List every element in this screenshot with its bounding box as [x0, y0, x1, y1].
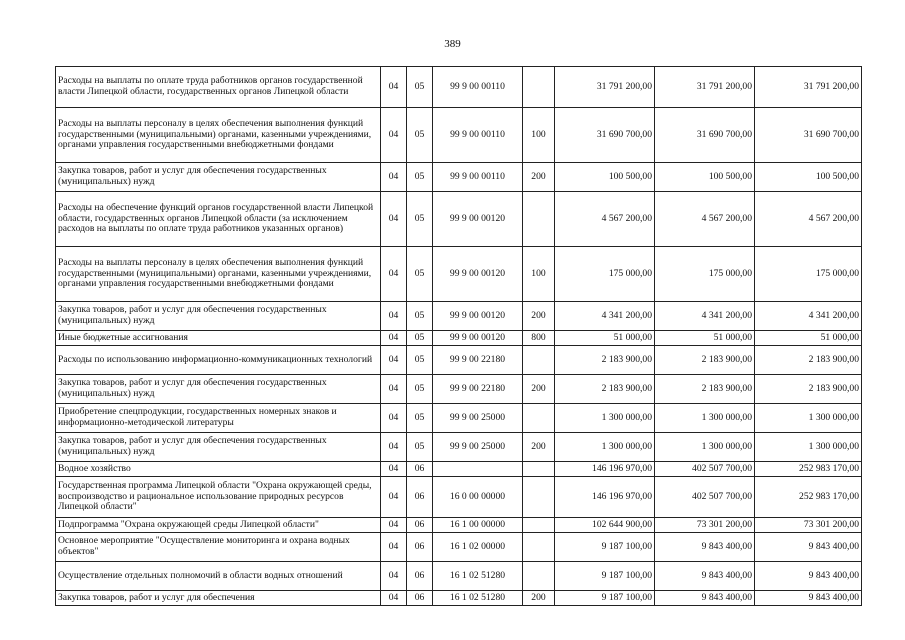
amount-year-3: 175 000,00 — [755, 247, 862, 302]
target-code: 99 9 00 00120 — [433, 302, 523, 331]
amount-year-2: 31 690 700,00 — [655, 108, 755, 163]
table-row — [56, 462, 862, 477]
expense-type-code — [523, 477, 555, 518]
row-name: Закупка товаров, работ и услуг для обеспечения государственных (муниципальных) нужд — [56, 433, 381, 462]
row-name: Осуществление отдельных полномочий в области водных отношений — [56, 562, 381, 591]
target-code: 99 9 00 25000 — [433, 433, 523, 462]
row-name: Расходы на выплаты персоналу в целях обеспечения выполнения функций государственными (муниципальными) органами, казенными учреждениями, органами управления государственными внебюджетными фондами — [56, 108, 381, 163]
table-row — [56, 518, 862, 533]
row-name: Закупка товаров, работ и услуг для обеспечения государственных (муниципальных) нужд — [56, 163, 381, 192]
amount-year-2: 1 300 000,00 — [655, 433, 755, 462]
amount-year-2: 1 300 000,00 — [655, 404, 755, 433]
expense-type-code — [523, 346, 555, 375]
amount-year-2: 2 183 900,00 — [655, 346, 755, 375]
amount-year-2: 100 500,00 — [655, 163, 755, 192]
expense-type-code — [523, 533, 555, 562]
row-name: Основное мероприятие "Осуществление мониторинга и охрана водных объектов" — [56, 533, 381, 562]
expense-type-code: 200 — [523, 591, 555, 606]
amount-year-2: 9 843 400,00 — [655, 591, 755, 606]
table-row — [56, 346, 862, 375]
amount-year-3: 4 567 200,00 — [755, 192, 862, 247]
target-code: 99 9 00 22180 — [433, 375, 523, 404]
amount-year-1: 4 341 200,00 — [555, 302, 655, 331]
expense-type-code: 200 — [523, 375, 555, 404]
amount-year-2: 402 507 700,00 — [655, 477, 755, 518]
amount-year-1: 9 187 100,00 — [555, 562, 655, 591]
ministry-code: 04 — [381, 108, 407, 163]
row-name: Подпрограмма "Охрана окружающей среды Липецкой области" — [56, 518, 381, 533]
expense-type-code: 200 — [523, 163, 555, 192]
target-code: 16 0 00 00000 — [433, 477, 523, 518]
target-code: 99 9 00 00120 — [433, 331, 523, 346]
amount-year-1: 102 644 900,00 — [555, 518, 655, 533]
ministry-code: 04 — [381, 163, 407, 192]
page-number: 389 — [444, 38, 461, 50]
table-row — [56, 331, 862, 346]
amount-year-1: 9 187 100,00 — [555, 533, 655, 562]
ministry-code: 04 — [381, 533, 407, 562]
section-code: 05 — [407, 192, 433, 247]
amount-year-1: 31 690 700,00 — [555, 108, 655, 163]
budget-table-body — [56, 67, 862, 606]
amount-year-2: 4 341 200,00 — [655, 302, 755, 331]
row-name: Закупка товаров, работ и услуг для обеспечения государственных (муниципальных) нужд — [56, 375, 381, 404]
amount-year-2: 51 000,00 — [655, 331, 755, 346]
amount-year-2: 9 843 400,00 — [655, 533, 755, 562]
target-code: 16 1 02 00000 — [433, 533, 523, 562]
section-code: 05 — [407, 247, 433, 302]
target-code: 99 9 00 00110 — [433, 108, 523, 163]
amount-year-3: 1 300 000,00 — [755, 433, 862, 462]
section-code: 05 — [407, 433, 433, 462]
table-row — [56, 477, 862, 518]
row-name: Закупка товаров, работ и услуг для обеспечения — [56, 591, 381, 606]
section-code: 05 — [407, 346, 433, 375]
amount-year-3: 2 183 900,00 — [755, 375, 862, 404]
expense-type-code — [523, 192, 555, 247]
table-row — [56, 375, 862, 404]
budget-table — [55, 66, 862, 606]
table-row — [56, 404, 862, 433]
table-row — [56, 247, 862, 302]
amount-year-2: 31 791 200,00 — [655, 67, 755, 108]
amount-year-2: 175 000,00 — [655, 247, 755, 302]
amount-year-1: 4 567 200,00 — [555, 192, 655, 247]
expense-type-code — [523, 518, 555, 533]
ministry-code: 04 — [381, 562, 407, 591]
expense-type-code: 100 — [523, 108, 555, 163]
amount-year-2: 402 507 700,00 — [655, 462, 755, 477]
table-row — [56, 302, 862, 331]
expense-type-code — [523, 462, 555, 477]
ministry-code: 04 — [381, 518, 407, 533]
target-code: 99 9 00 00110 — [433, 67, 523, 108]
amount-year-1: 175 000,00 — [555, 247, 655, 302]
section-code: 06 — [407, 462, 433, 477]
table-row — [56, 433, 862, 462]
target-code — [433, 462, 523, 477]
row-name: Иные бюджетные ассигнования — [56, 331, 381, 346]
amount-year-3: 31 791 200,00 — [755, 67, 862, 108]
amount-year-1: 2 183 900,00 — [555, 346, 655, 375]
section-code: 06 — [407, 591, 433, 606]
expense-type-code: 100 — [523, 247, 555, 302]
row-name: Закупка товаров, работ и услуг для обеспечения государственных (муниципальных) нужд — [56, 302, 381, 331]
ministry-code: 04 — [381, 192, 407, 247]
amount-year-1: 100 500,00 — [555, 163, 655, 192]
amount-year-3: 31 690 700,00 — [755, 108, 862, 163]
amount-year-3: 252 983 170,00 — [755, 462, 862, 477]
amount-year-1: 2 183 900,00 — [555, 375, 655, 404]
section-code: 05 — [407, 108, 433, 163]
section-code: 05 — [407, 163, 433, 192]
ministry-code: 04 — [381, 346, 407, 375]
ministry-code: 04 — [381, 404, 407, 433]
ministry-code: 04 — [381, 302, 407, 331]
row-name: Государственная программа Липецкой области "Охрана окружающей среды, воспроизводство и рациональное использование природных ресурсов Липецкой области" — [56, 477, 381, 518]
expense-type-code: 200 — [523, 302, 555, 331]
table-row — [56, 562, 862, 591]
ministry-code: 04 — [381, 67, 407, 108]
row-name: Водное хозяйство — [56, 462, 381, 477]
target-code: 99 9 00 22180 — [433, 346, 523, 375]
section-code: 05 — [407, 67, 433, 108]
target-code: 99 9 00 00110 — [433, 163, 523, 192]
amount-year-2: 4 567 200,00 — [655, 192, 755, 247]
amount-year-3: 9 843 400,00 — [755, 562, 862, 591]
expense-type-code — [523, 67, 555, 108]
ministry-code: 04 — [381, 462, 407, 477]
amount-year-3: 73 301 200,00 — [755, 518, 862, 533]
ministry-code: 04 — [381, 591, 407, 606]
amount-year-1: 146 196 970,00 — [555, 477, 655, 518]
target-code: 99 9 00 00120 — [433, 247, 523, 302]
section-code: 06 — [407, 562, 433, 591]
target-code: 99 9 00 00120 — [433, 192, 523, 247]
row-name: Расходы на выплаты персоналу в целях обеспечения выполнения функций государственными (муниципальными) органами, казенными учреждениями, органами управления государственными внебюджетными фондами — [56, 247, 381, 302]
row-name: Расходы на выплаты по оплате труда работников органов государственной власти Липецкой области, государственных органов Липецкой области — [56, 67, 381, 108]
amount-year-2: 73 301 200,00 — [655, 518, 755, 533]
table-row — [56, 192, 862, 247]
table-row — [56, 67, 862, 108]
amount-year-3: 9 843 400,00 — [755, 591, 862, 606]
expense-type-code — [523, 562, 555, 591]
row-name: Приобретение спецпродукции, государственных номерных знаков и информационно-методической литературы — [56, 404, 381, 433]
target-code: 16 1 02 51280 — [433, 562, 523, 591]
amount-year-3: 252 983 170,00 — [755, 477, 862, 518]
amount-year-2: 2 183 900,00 — [655, 375, 755, 404]
section-code: 06 — [407, 477, 433, 518]
ministry-code: 04 — [381, 477, 407, 518]
amount-year-3: 51 000,00 — [755, 331, 862, 346]
row-name: Расходы по использованию информационно-коммуникационных технологий — [56, 346, 381, 375]
amount-year-3: 4 341 200,00 — [755, 302, 862, 331]
section-code: 05 — [407, 302, 433, 331]
amount-year-3: 1 300 000,00 — [755, 404, 862, 433]
expense-type-code: 200 — [523, 433, 555, 462]
amount-year-3: 100 500,00 — [755, 163, 862, 192]
expense-type-code: 800 — [523, 331, 555, 346]
table-row — [56, 163, 862, 192]
amount-year-3: 9 843 400,00 — [755, 533, 862, 562]
amount-year-1: 146 196 970,00 — [555, 462, 655, 477]
target-code: 16 1 00 00000 — [433, 518, 523, 533]
table-row — [56, 533, 862, 562]
target-code: 16 1 02 51280 — [433, 591, 523, 606]
ministry-code: 04 — [381, 375, 407, 404]
section-code: 05 — [407, 331, 433, 346]
amount-year-1: 1 300 000,00 — [555, 433, 655, 462]
section-code: 06 — [407, 533, 433, 562]
ministry-code: 04 — [381, 247, 407, 302]
table-row — [56, 108, 862, 163]
ministry-code: 04 — [381, 433, 407, 462]
ministry-code: 04 — [381, 331, 407, 346]
amount-year-1: 31 791 200,00 — [555, 67, 655, 108]
section-code: 05 — [407, 404, 433, 433]
expense-type-code — [523, 404, 555, 433]
section-code: 06 — [407, 518, 433, 533]
amount-year-1: 9 187 100,00 — [555, 591, 655, 606]
section-code: 05 — [407, 375, 433, 404]
row-name: Расходы на обеспечение функций органов государственной власти Липецкой области, государственных органов Липецкой области (за исключением расходов на выплаты по оплате труда работников указанных органов) — [56, 192, 381, 247]
amount-year-3: 2 183 900,00 — [755, 346, 862, 375]
amount-year-1: 51 000,00 — [555, 331, 655, 346]
amount-year-1: 1 300 000,00 — [555, 404, 655, 433]
table-row — [56, 591, 862, 606]
amount-year-2: 9 843 400,00 — [655, 562, 755, 591]
target-code: 99 9 00 25000 — [433, 404, 523, 433]
